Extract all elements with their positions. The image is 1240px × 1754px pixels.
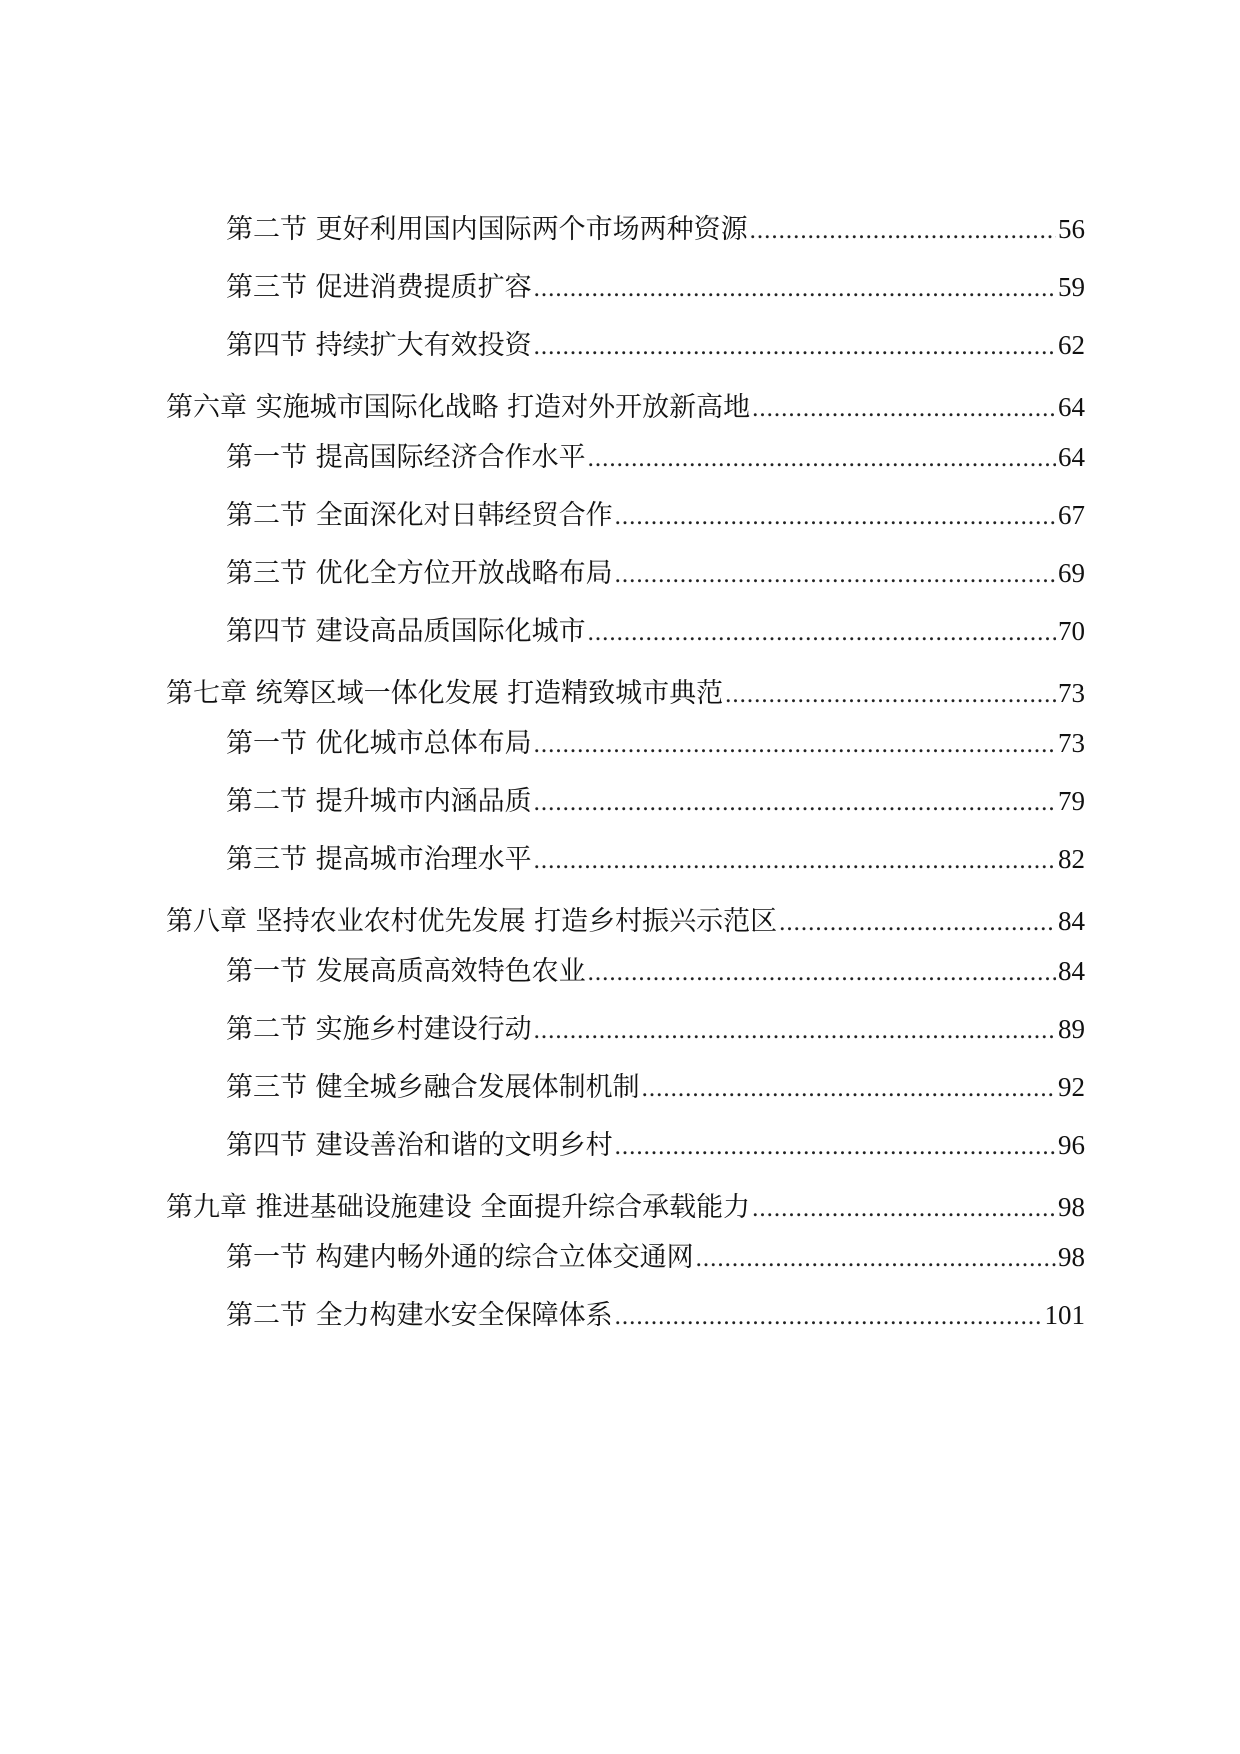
toc-dot-leader (615, 1299, 1043, 1335)
toc-chapter-entry[interactable] (166, 675, 1085, 711)
toc-page-number: 84 (1058, 906, 1085, 936)
toc-entry-label: 第四节 建设高品质国际化城市 (226, 616, 586, 647)
toc-dot-leader (752, 1191, 1056, 1227)
toc-entry-label: 第七章 统筹区域一体化发展 打造精致城市典范 (166, 678, 724, 709)
toc-dot-leader (779, 905, 1056, 941)
toc-page-number: 59 (1058, 272, 1085, 302)
toc-entry[interactable] (226, 1239, 1085, 1275)
toc-page-number: 79 (1058, 786, 1085, 816)
toc-entry[interactable] (226, 1011, 1085, 1047)
toc-entry-label: 第三节 优化全方位开放战略布局 (226, 558, 613, 589)
toc-page-number: 92 (1058, 1072, 1085, 1102)
toc-chapter-entry[interactable] (166, 389, 1085, 425)
toc-dot-leader (534, 727, 1056, 763)
toc-page-number: 101 (1044, 1300, 1085, 1330)
toc-entry[interactable] (226, 1297, 1085, 1333)
toc-page-number: 89 (1058, 1014, 1085, 1044)
toc-entry-label: 第一节 构建内畅外通的综合立体交通网 (226, 1242, 694, 1273)
toc-entry-label: 第一节 优化城市总体布局 (226, 728, 532, 759)
toc-entry-label: 第一节 发展高质高效特色农业 (226, 956, 586, 987)
toc-entry-label: 第四节 建设善治和谐的文明乡村 (226, 1130, 613, 1161)
toc-entry-label: 第三节 健全城乡融合发展体制机制 (226, 1072, 640, 1103)
toc-page-number: 98 (1058, 1242, 1085, 1272)
toc-entry-label: 第三节 促进消费提质扩容 (226, 272, 532, 303)
toc-dot-leader (588, 615, 1056, 651)
toc-entry-label: 第二节 提升城市内涵品质 (226, 786, 532, 817)
toc-entry[interactable] (226, 439, 1085, 475)
toc-dot-leader (752, 391, 1056, 427)
toc-entry-label: 第九章 推进基础设施建设 全面提升综合承载能力 (166, 1192, 751, 1223)
toc-entry[interactable] (226, 1069, 1085, 1105)
toc-entry-label: 第三节 提高城市治理水平 (226, 844, 532, 875)
toc-entry-label: 第二节 全面深化对日韩经贸合作 (226, 500, 613, 531)
toc-dot-leader (588, 955, 1056, 991)
toc-dot-leader (534, 329, 1056, 365)
toc-dot-leader (615, 557, 1056, 593)
toc-page-number: 64 (1058, 392, 1085, 422)
toc-page-number: 56 (1058, 214, 1085, 244)
toc-page-number: 64 (1058, 442, 1085, 472)
toc-page-number: 70 (1058, 616, 1085, 646)
toc-dot-leader (750, 213, 1056, 249)
toc-entry[interactable] (226, 725, 1085, 761)
toc-entry-label: 第二节 更好利用国内国际两个市场两种资源 (226, 214, 748, 245)
toc-entry[interactable] (226, 841, 1085, 877)
toc-page-number: 82 (1058, 844, 1085, 874)
toc-page-number: 62 (1058, 330, 1085, 360)
toc-page-number: 96 (1058, 1130, 1085, 1160)
toc-chapter-entry[interactable] (166, 903, 1085, 939)
toc-dot-leader (696, 1241, 1056, 1277)
toc-page-number: 73 (1058, 678, 1085, 708)
toc-dot-leader (615, 499, 1056, 535)
toc-entry-label: 第八章 坚持农业农村优先发展 打造乡村振兴示范区 (166, 906, 778, 937)
toc-entry-label: 第六章 实施城市国际化战略 打造对外开放新高地 (166, 392, 751, 423)
toc-dot-leader (588, 441, 1056, 477)
toc-entry-label: 第一节 提高国际经济合作水平 (226, 442, 586, 473)
toc-page-number: 73 (1058, 728, 1085, 758)
toc-dot-leader (534, 1013, 1056, 1049)
toc-entry[interactable] (226, 1127, 1085, 1163)
toc-dot-leader (534, 843, 1056, 879)
toc-dot-leader (615, 1129, 1056, 1165)
toc-dot-leader (534, 785, 1056, 821)
toc-page-number: 98 (1058, 1192, 1085, 1222)
toc-entry[interactable] (226, 211, 1085, 247)
toc-dot-leader (725, 677, 1056, 713)
toc-entry[interactable] (226, 783, 1085, 819)
toc-entry-label: 第二节 全力构建水安全保障体系 (226, 1300, 613, 1331)
toc-entry-label: 第四节 持续扩大有效投资 (226, 330, 532, 361)
toc-dot-leader (534, 271, 1056, 307)
toc-chapter-entry[interactable] (166, 1189, 1085, 1225)
toc-entry[interactable] (226, 555, 1085, 591)
toc-entry[interactable] (226, 497, 1085, 533)
toc-entry[interactable] (226, 613, 1085, 649)
toc-page-number: 84 (1058, 956, 1085, 986)
toc-page-number: 69 (1058, 558, 1085, 588)
toc-page-number: 67 (1058, 500, 1085, 530)
toc-entry[interactable] (226, 269, 1085, 305)
toc-entry[interactable] (226, 327, 1085, 363)
toc-entry-label: 第二节 实施乡村建设行动 (226, 1014, 532, 1045)
toc-entry[interactable] (226, 953, 1085, 989)
toc-dot-leader (642, 1071, 1056, 1107)
